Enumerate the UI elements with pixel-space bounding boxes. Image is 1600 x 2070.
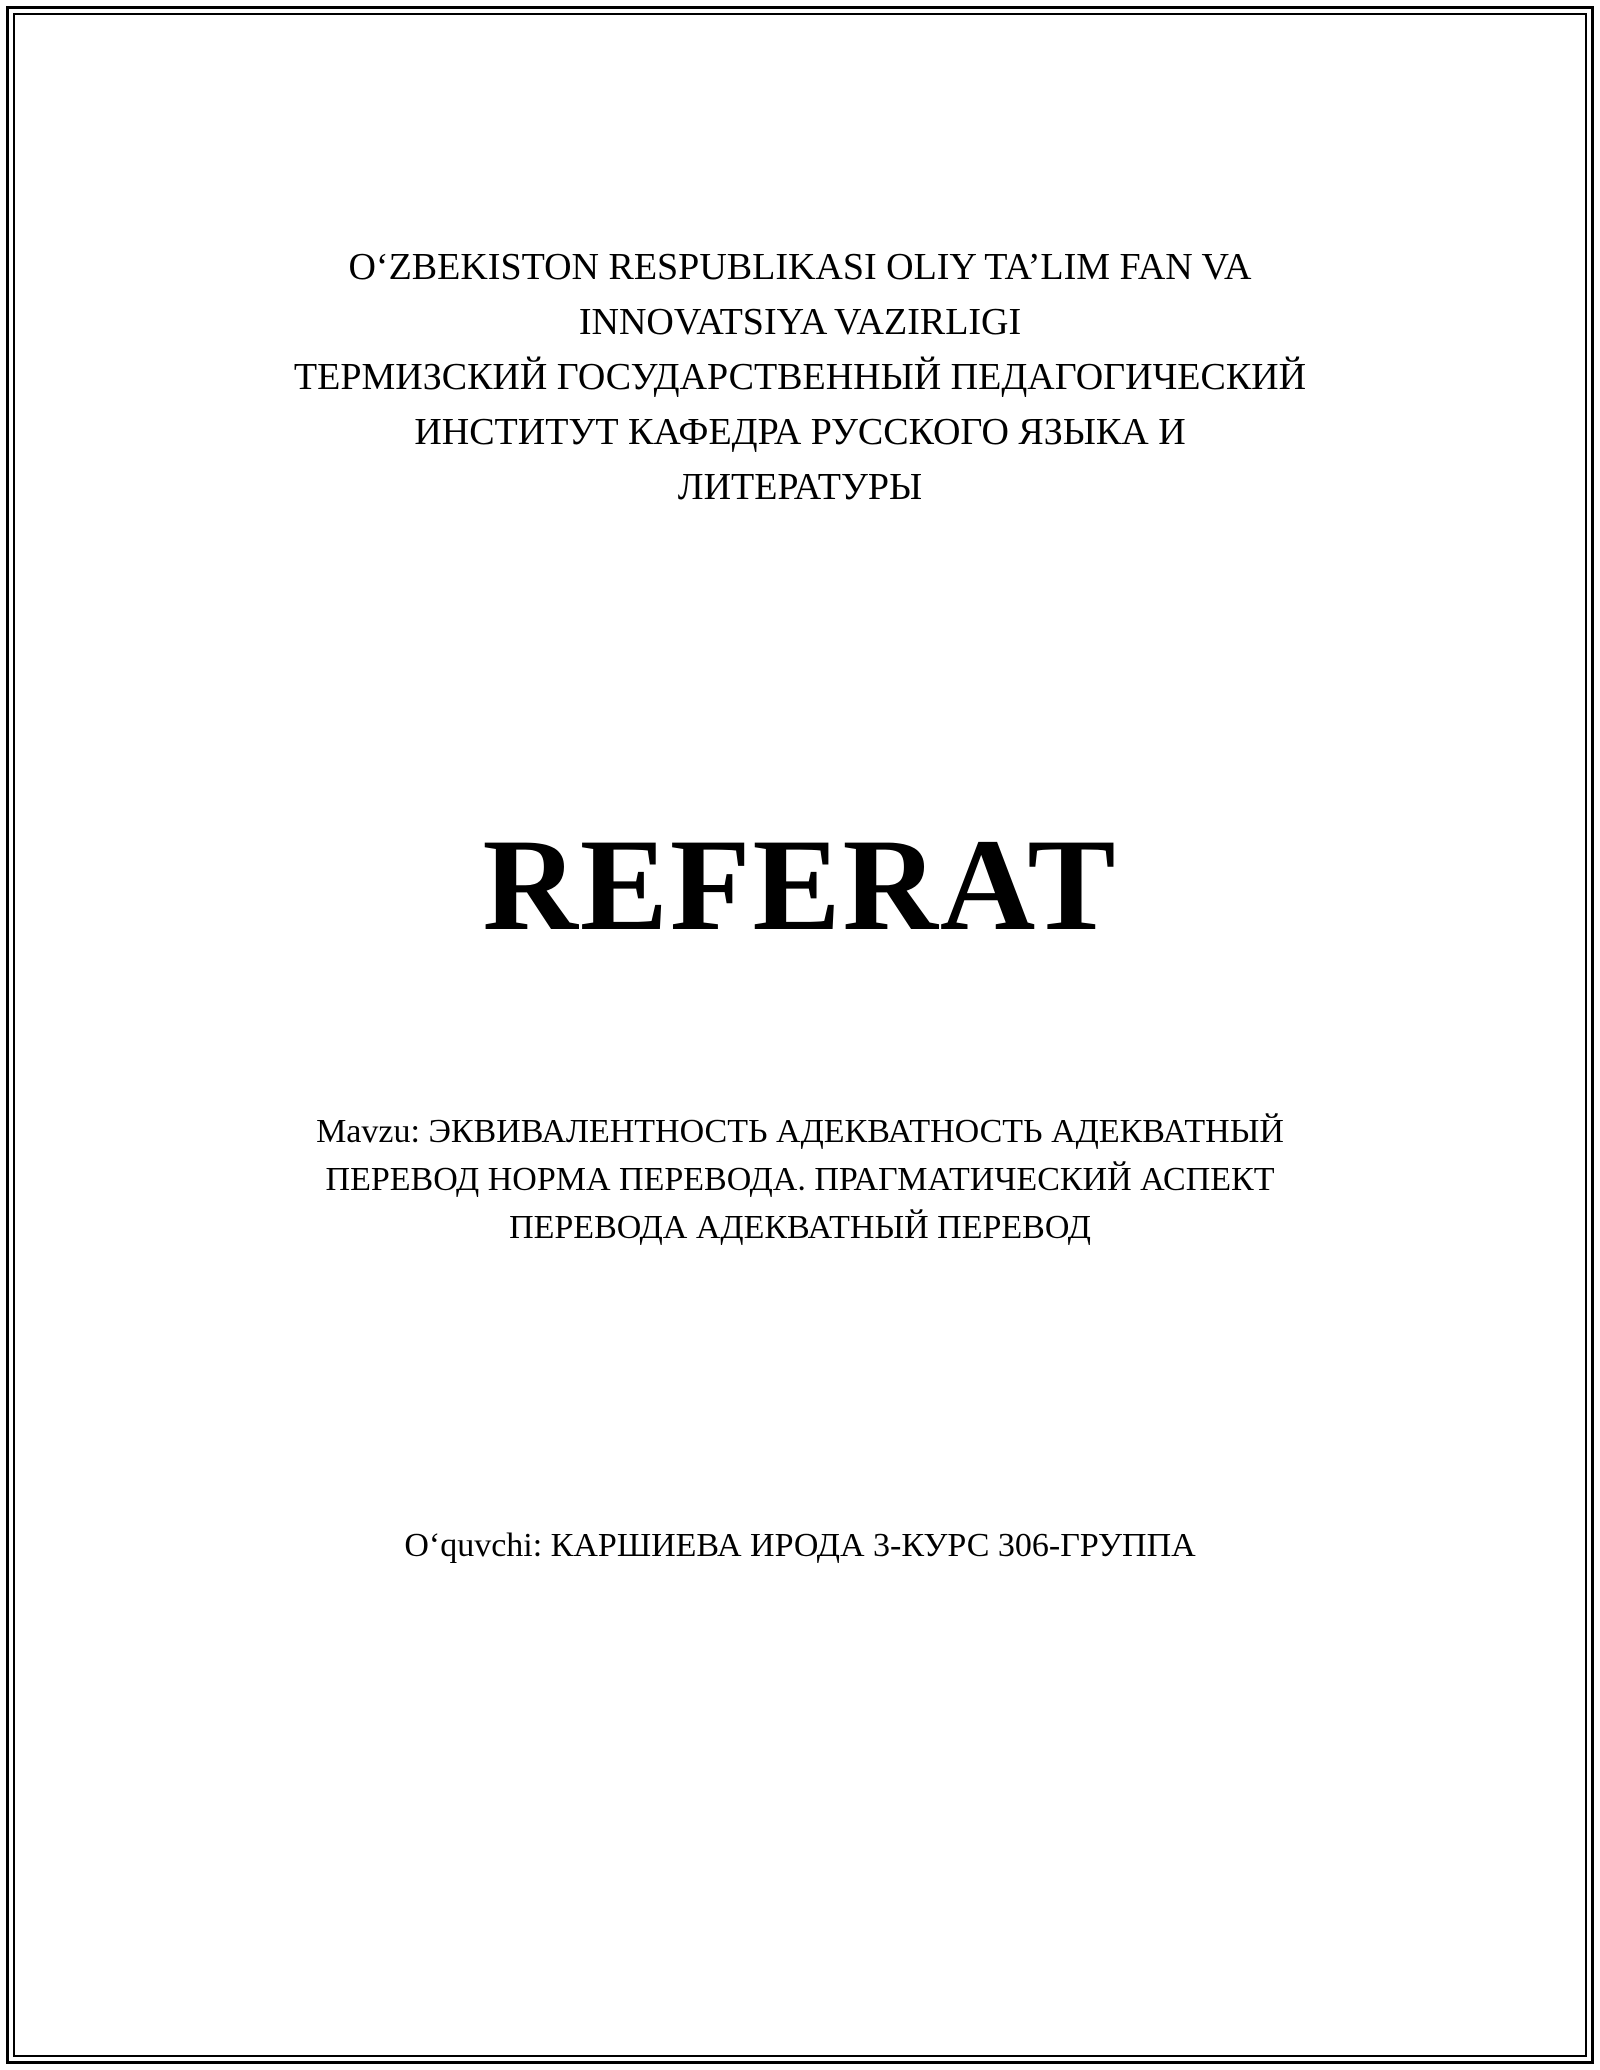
topic-line: Mavzu: ЭКВИВАЛЕНТНОСТЬ АДЕКВАТНОСТЬ АДЕКВАТНЫЙ xyxy=(316,1113,1284,1150)
topic-block xyxy=(0,1108,1600,1252)
header-line: ЛИТЕРАТУРЫ xyxy=(677,466,923,508)
header-line: ИНСТИТУТ КАФЕДРА РУССКОГО ЯЗЫКА И xyxy=(414,411,1186,453)
topic-line: ПЕРЕВОД НОРМА ПЕРЕВОДА. ПРАГМАТИЧЕСКИЙ АСПЕКТ xyxy=(325,1161,1275,1198)
institution-header xyxy=(0,240,1600,515)
student-info: O‘quvchi: КАРШИЕВА ИРОДА 3-КУРС 306-ГРУППА xyxy=(404,1527,1196,1564)
header-line: O‘ZBEKISTON RESPUBLIKASI OLIY TA’LIM FAN VA xyxy=(348,246,1252,288)
header-line: INNOVATSIYA VAZIRLIGI xyxy=(578,301,1022,343)
header-line: ТЕРМИЗСКИЙ ГОСУДАРСТВЕННЫЙ ПЕДАГОГИЧЕСКИЙ xyxy=(293,356,1307,398)
topic-line: ПЕРЕВОДА АДЕКВАТНЫЙ ПЕРЕВОД xyxy=(509,1209,1091,1246)
document-title: REFERAT xyxy=(482,811,1118,958)
